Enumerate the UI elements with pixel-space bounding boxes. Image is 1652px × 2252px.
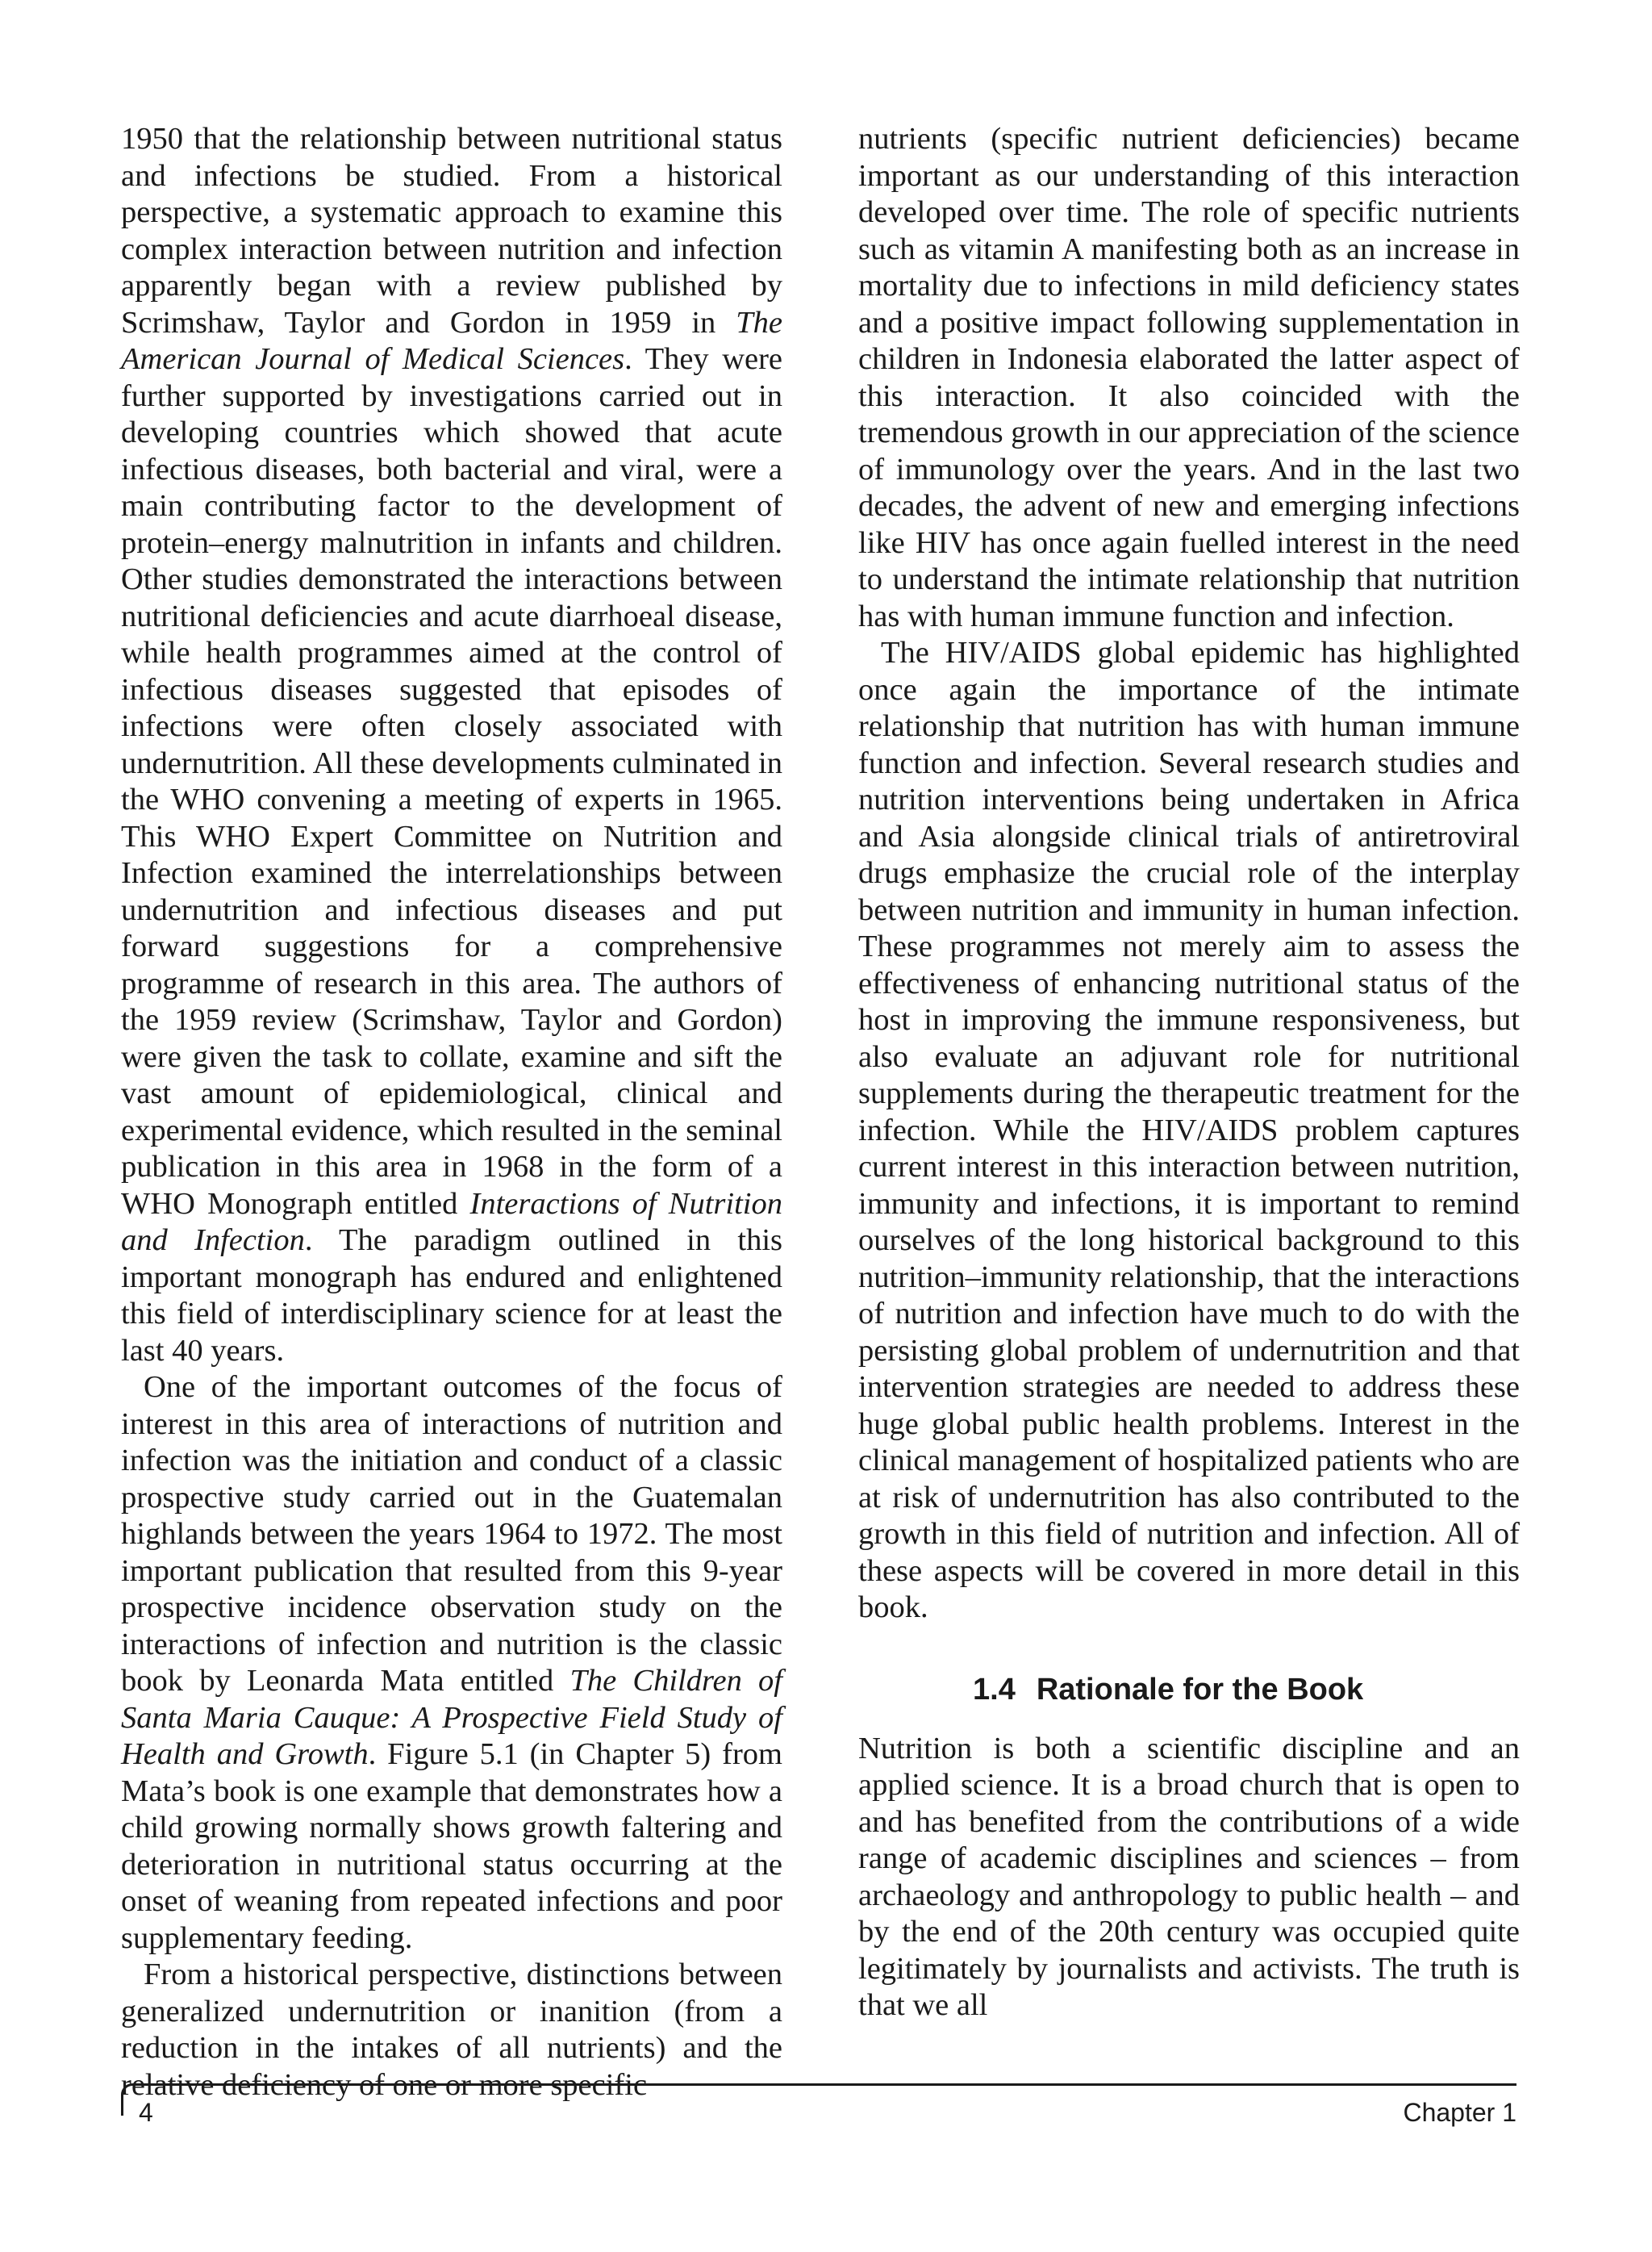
journal-title: The American Journal of Medical Sciences (121, 305, 782, 376)
paragraph: The HIV/AIDS global epidemic has highlighted once again the importance of the intimate relationship that nutrition has with human immune function and infection. Several research studies and nutrition interventions being undertaken in Africa and Asia alongside clinical trials of antiretroviral drugs emphasize the crucial role of the interplay between nutrition and immunity in human infection. These programmes not merely aim to assess the effectiveness of enhancing nutritional status of the host in improving the immune responsiveness, but also evaluate an adjuvant role for nutritional supplements during the therapeutic treatment for the infection. While the HIV/AIDS problem captures current interest in this interaction between nutrition, immunity and infections, it is important to remind ourselves of the long historical background to this nutrition–immunity relationship, that the interactions of nutrition and infection have much to do with the persisting global problem of undernutrition and that intervention strategies are needed to address these huge global public health problems. Interest in the clinical management of hospitalized patients who are at risk of undernutrition has also contributed to the growth in this field of nutrition and infection. All of these aspects will be covered in more detail in this book. (858, 636, 1520, 1624)
chapter-label: Chapter 1 (1403, 2098, 1516, 2127)
book-title: The Children of Santa Maria Cauque: A Prospective Field Study of Health and Growth (121, 1664, 783, 1771)
monograph-title: Interactions of Nutrition and Infection (121, 1186, 782, 1257)
paragraph (121, 121, 782, 1369)
body-text: . Figure 5.1 (in Chapter 5) from Mata’s book is one example that demonstrates how a child growing normally shows growth faltering and deterioration in nutritional status occurring at the onset of weaning from repeated infections and poor supplementary feeding. (121, 1737, 782, 1955)
body-text: One of the important outcomes of the focus of interest in this area of interactions of nutrition and infection was the initiation and conduct of a classic prospective study carried out in the Guatemalan highlands between the years 1964 to 1972. The most important publication that resulted from this 9-year prospective incidence observation study on the interactions of infection and nutrition is the classic book by Leonarda Mata entitled (121, 1370, 782, 1698)
paragraph: Nutrition is both a scientific discipline and an applied science. It is a broad church that is open to and has benefited from the contributions of a wide range of academic disciplines and sciences – from archaeology and anthropology to public health – and by the end of the 20th century was occupied quite legitimately by journalists and activists. The truth is that we all (858, 1731, 1520, 2022)
paragraph (121, 1369, 782, 1957)
body-text: . They were further supported by investigations carried out in developing countries which showed that acute infectious diseases, both bacterial and viral, were a main contributing factor to the development of protein–energy malnutrition in infants and children. Other studies demonstrated the interactions between nutritional deficiencies and acute diarrhoeal disease, while health programmes aimed at the control of infectious diseases suggested that episodes of infections were often closely associated with undernutrition. All these developments culminated in the WHO convening a meeting of experts in 1965. This WHO Expert Committee on Nutrition and Infection examined the interrelationships between undernutrition and infectious diseases and put forward suggestions for a comprehensive programme of research in this area. The authors of the 1959 review (Scrimshaw, Taylor and Gordon) were given the task to collate, examine and sift the vast amount of epidemiological, clinical and experimental evidence, which resulted in the seminal publication in this area in 1968 in the form of a WHO Monograph entitled (121, 342, 782, 1221)
paragraph: From a historical perspective, distinctions between generalized undernutrition or inanition (from a reduction in the intakes of all nutrients) and the relative deficiency of one or more specific (121, 1957, 782, 2102)
footer-rule (121, 2083, 1516, 2116)
section-heading (858, 1671, 1520, 1708)
section-number: 1.4 (973, 1672, 1016, 1707)
paragraph: nutrients (specific nutrient deficiencies) became important as our understanding of this interaction developed over time. The role of specific nutrients such as vitamin A manifesting both as an increase in mortality due to infections in mild deficiency states and a positive impact following supplementation in children in Indonesia elaborated the latter aspect of this interaction. It also coincided with the tremendous growth in our appreciation of the science of immunology over the years. And in the last two decades, the advent of new and emerging infections like HIV has once again fuelled interest in the need to understand the intimate relationship that nutrition has with human immune function and infection. (858, 122, 1520, 633)
body-text: 1950 that the relationship between nutritional status and infections be studied. From a historical perspective, a systematic approach to examine this complex interaction between nutrition and infection apparently began with a review published by Scrimshaw, Taylor and Gordon in 1959 in (121, 122, 782, 340)
left-column (121, 121, 782, 2104)
page-number: 4 (139, 2098, 153, 2127)
body-text: . The paradigm outlined in this important monograph has endured and enlightened this field of interdisciplinary science for at least the last 40 years. (121, 1223, 782, 1368)
right-column (858, 121, 1520, 2024)
section-title: Rationale for the Book (1036, 1672, 1364, 1707)
